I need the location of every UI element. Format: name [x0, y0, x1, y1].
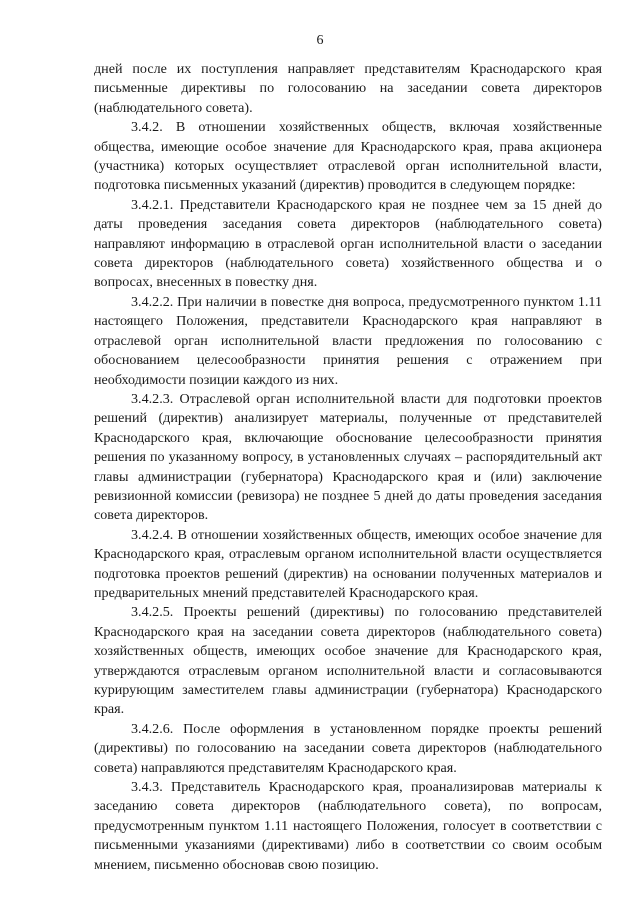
paragraph-3-4-2-4: 3.4.2.4. В отношении хозяйственных обществ, имеющих особое значение для Краснодарского края, отраслевым органом исполнительной власти осуществляется подготовка проектов решений (директив) на основании полученных материалов и предварительных мнений представителей Краснодарского края. [94, 526, 602, 601]
paragraph-3-4-2: 3.4.2. В отношении хозяйственных обществ, включая хозяйственные общества, имеющие особое значение для Краснодарского края, права акционера (участника) которых осуществляет отраслевой орган исполнительной власти, подготовка письменных указаний (директив) проводится в следующем порядке: [94, 119, 602, 194]
paragraph-3-4-2-3: 3.4.2.3. Отраслевой орган исполнительной власти для подготовки проектов решений (директив) анализирует материалы, полученные от представителей Краснодарского края, включающие обоснование целесообразности принятия решения по указанному вопросу, в установленных случаях – распорядительный акт главы администрации (губернатора) Краснодарского края и (или) заключение ревизионной комиссии (ревизора) не позднее 5 дней до даты проведения заседания совета директоров. [94, 390, 602, 524]
paragraph-3-4-2-1: 3.4.2.1. Представители Краснодарского края не позднее чем за 15 дней до даты проведения заседания совета директоров (наблюдательного совета) направляют информацию в отраслевой орган исполнительной власти о заседании совета директоров (наблюдательного совета) хозяйственного общества и о вопросах, внесенных в повестку дня. [94, 196, 602, 291]
paragraph-3-4-3: 3.4.3. Представитель Краснодарского края, проанализировав материалы к заседанию совета директоров (наблюдательного совета), по вопросам, предусмотренным пунктом 1.11 настоящего Положения, голосует в соответствии с письменными указаниями (директивами) либо в соответствии со своим особым мнением, письменно обосновав свою позицию. [94, 779, 602, 873]
paragraph-continuation: дней после их поступления направляет представителям Краснодарского края письменные директивы по голосованию на заседании совета директоров (наблюдательного совета). [94, 61, 602, 116]
document-body [94, 60, 602, 875]
page-number: 6 [316, 33, 324, 48]
paragraph-3-4-2-5: 3.4.2.5. Проекты решений (директивы) по голосованию представителей Краснодарского края на заседании совета директоров (наблюдательного совета) хозяйственных обществ, имеющих особое значение для Краснодарского края, утверждаются отраслевым органом исполнительной власти и согласовываются курирующим заместителем главы администрации (губернатора) Краснодарского края. [94, 604, 602, 718]
paragraph-3-4-2-2: 3.4.2.2. При наличии в повестке дня вопроса, предусмотренного пунктом 1.11 настоящего Положения, представители Краснодарского края направляют в отраслевой орган исполнительной власти предложения по голосованию с обоснованием целесообразности принятия решения с отражением при необходимости позиции каждого из них. [94, 293, 602, 388]
paragraph-3-4-2-6: 3.4.2.6. После оформления в установленном порядке проекты решений (директивы) по голосованию на заседании совета директоров (наблюдательного совета) направляются представителям Краснодарского края. [94, 720, 602, 776]
